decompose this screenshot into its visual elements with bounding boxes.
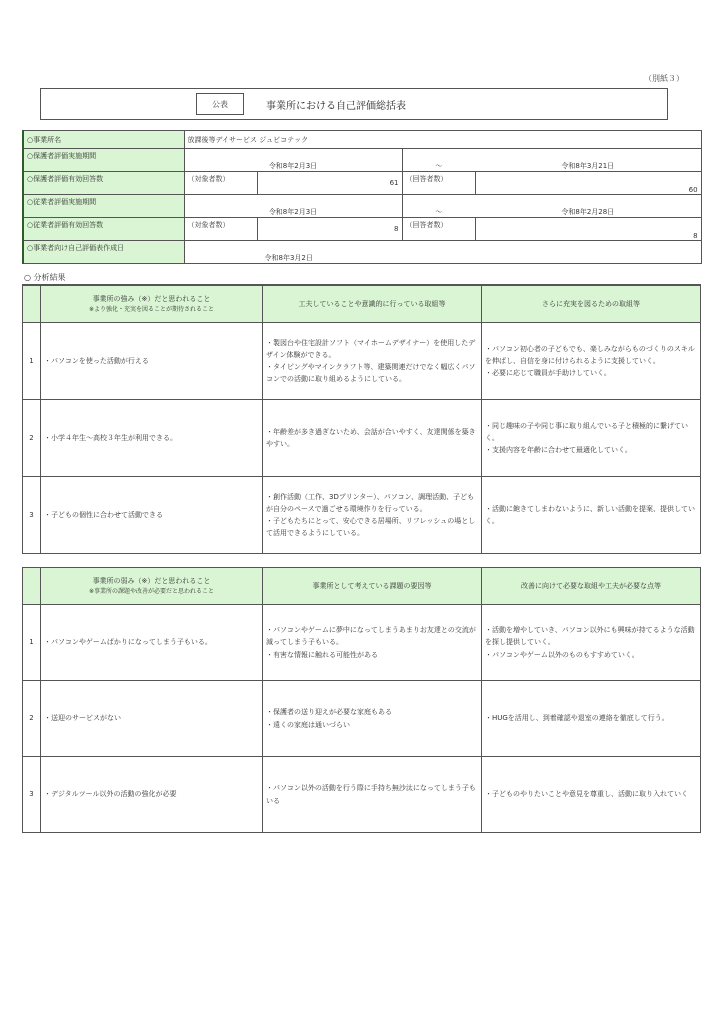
weakness-causes: ・保護者の送り迎えが必要な家庭もある ・遠くの家庭は通いづらい xyxy=(263,681,482,757)
row-number: 1 xyxy=(23,323,41,400)
strengths-col1-header xyxy=(41,285,263,323)
weaknesses-col3-header: 改善に向けて必要な取組や工夫が必要な点等 xyxy=(482,568,701,605)
guardian-respondent-label: （回答者数） xyxy=(402,172,475,195)
guardian-period-row xyxy=(23,149,701,172)
weakness-improvements: ・活動を増やしていき、パソコン以外にも興味が持てるような活動を探し提供していく。 ・パソコンやゲーム以外のものもすすめていく。 xyxy=(482,605,701,681)
row-number: 1 xyxy=(23,605,41,681)
strength-text: ・パソコンを使った活動が行える xyxy=(41,323,263,400)
guardian-period-start: 令和8年2月3日 xyxy=(184,149,402,172)
facility-name-row xyxy=(23,131,701,149)
public-tag: 公表 xyxy=(196,93,244,115)
guardian-count-label: ○保護者評価有効回答数 xyxy=(23,172,184,195)
strength-row xyxy=(23,477,701,554)
weakness-row xyxy=(23,605,701,681)
annex-label: （別紙３） xyxy=(644,74,684,83)
guardian-count-row xyxy=(23,172,701,195)
guardian-target-label: （対象者数） xyxy=(184,172,257,195)
weakness-text: ・パソコンやゲームばかりになってしまう子もいる。 xyxy=(41,605,263,681)
strengths-col2-header: 工夫していることや意識的に行っている取組等 xyxy=(263,285,482,323)
weakness-row xyxy=(23,757,701,833)
staff-target-value: 8 xyxy=(257,218,402,241)
strength-efforts: ・製図台や住宅設計ソフト（マイホームデザイナー）を使用したデザイン体験ができる。 ・タイピングやマインクラフト等、建築関連だけでなく幅広くパソコンでの活動に取り組めるようにしている。 xyxy=(263,323,482,400)
strengths-col3-header: さらに充実を図るための取組等 xyxy=(482,285,701,323)
staff-period-row xyxy=(23,195,701,218)
weakness-causes: ・パソコンやゲームに夢中になってしまうあまりお友達との交流が減ってしまう子もいる。 ・有害な情報に触れる可能性がある xyxy=(263,605,482,681)
strength-enhancements: ・パソコン初心者の子どもでも、楽しみながらものづくりのスキルを伸ばし、自信を身に付けられるように支援していく。 ・必要に応じて職員が手助けしていく。 xyxy=(482,323,701,400)
weaknesses-header-row xyxy=(23,568,701,605)
analysis-section-label: ○ 分析結果 xyxy=(24,273,66,282)
title-box xyxy=(40,88,668,120)
staff-period-label: ○従業者評価実施期間 xyxy=(23,195,184,218)
row-number: 2 xyxy=(23,400,41,477)
strength-text: ・小学４年生～高校３年生が利用できる。 xyxy=(41,400,263,477)
weakness-causes: ・パソコン以外の活動を行う際に手持ち無沙汰になってしまう子もいる xyxy=(263,757,482,833)
staff-period-end: 令和8年2月28日 xyxy=(475,195,701,218)
created-date-value: 令和8年3月2日 xyxy=(184,241,701,264)
number-header xyxy=(23,285,41,323)
weaknesses-table xyxy=(22,567,701,833)
staff-target-label: （対象者数） xyxy=(184,218,257,241)
row-number: 3 xyxy=(23,757,41,833)
facility-name-value: 放課後等デイサービス ジュビコテック xyxy=(184,131,701,149)
strengths-table xyxy=(22,284,701,554)
strengths-header-row xyxy=(23,285,701,323)
strength-enhancements: ・同じ趣味の子や同じ事に取り組んでいる子と積極的に繋げていく。 ・支援内容を年齢に合わせて最適化していく。 xyxy=(482,400,701,477)
staff-count-label: ○従業者評価有効回答数 xyxy=(23,218,184,241)
weaknesses-col1-note: ※事業所の課題や改善が必要だと思われること xyxy=(88,587,215,595)
guardian-period-end: 令和8年3月21日 xyxy=(475,149,701,172)
strength-enhancements: ・活動に飽きてしまわないように、新しい活動を提案、提供していく。 xyxy=(482,477,701,554)
strength-efforts: ・創作活動（工作、3Dプリンター）、パソコン、調理活動、子どもが自分のペースで過ごせる環境作りを行っている。 ・子どもたちにとって、安心できる居場所、リフレッシュの場として活用できるようにしている。 xyxy=(263,477,482,554)
weakness-improvements: ・HUGを活用し、到着確認や退室の連絡を徹底して行う。 xyxy=(482,681,701,757)
guardian-respondent-value: 60 xyxy=(475,172,701,195)
strength-text: ・子どもの個性に合わせて活動できる xyxy=(41,477,263,554)
staff-respondent-label: （回答者数） xyxy=(402,218,475,241)
guardian-period-label: ○保護者評価実施期間 xyxy=(23,149,184,172)
created-date-row xyxy=(23,241,701,264)
weaknesses-col1-header xyxy=(41,568,263,605)
weaknesses-col1-title: 事業所の弱み（※）だと思われること xyxy=(92,576,211,585)
weakness-improvements: ・子どものやりたいことや意見を尊重し、活動に取り入れていく xyxy=(482,757,701,833)
staff-period-start: 令和8年2月3日 xyxy=(184,195,402,218)
strengths-col1-note: ※より強化・充実を図ることが期待されること xyxy=(88,305,215,313)
guardian-period-separator: ～ xyxy=(402,149,475,172)
strength-row xyxy=(23,323,701,400)
number-header xyxy=(23,568,41,605)
weakness-text: ・デジタルツール以外の活動の強化が必要 xyxy=(41,757,263,833)
weakness-text: ・送迎のサービスがない xyxy=(41,681,263,757)
staff-period-separator: ～ xyxy=(402,195,475,218)
facility-name-label: ○事業所名 xyxy=(23,131,184,149)
staff-respondent-value: 8 xyxy=(475,218,701,241)
document-title: 事業所における自己評価総括表 xyxy=(266,101,406,112)
strength-row xyxy=(23,400,701,477)
facility-info-table xyxy=(22,130,702,264)
created-date-label: ○事業者向け自己評価表作成日 xyxy=(23,241,184,264)
strength-efforts: ・年齢差が多き過ぎないため、会話が合いやすく、友達関係を築きやすい。 xyxy=(263,400,482,477)
weaknesses-col2-header: 事業所として考えている課題の要因等 xyxy=(263,568,482,605)
row-number: 3 xyxy=(23,477,41,554)
row-number: 2 xyxy=(23,681,41,757)
guardian-target-value: 61 xyxy=(257,172,402,195)
staff-count-row xyxy=(23,218,701,241)
weakness-row xyxy=(23,681,701,757)
strengths-col1-title: 事業所の強み（※）だと思われること xyxy=(92,294,211,303)
